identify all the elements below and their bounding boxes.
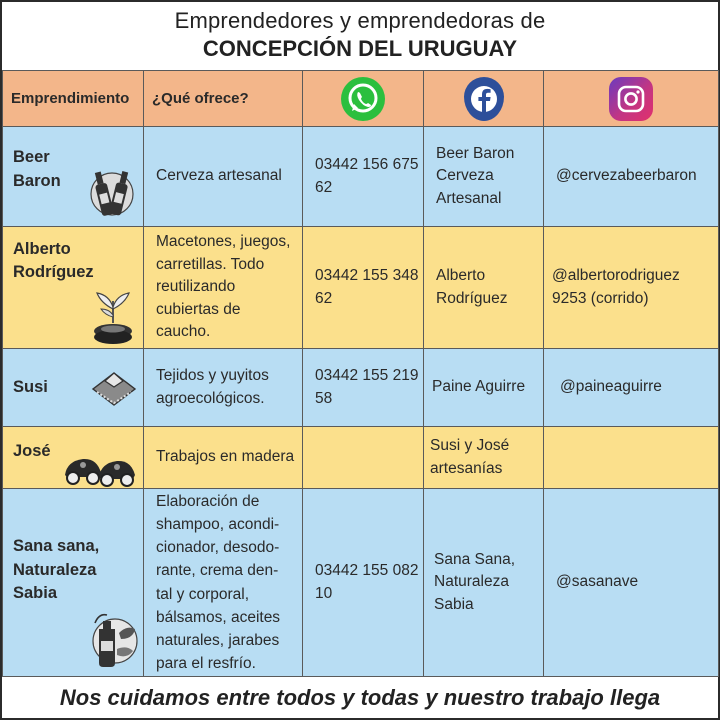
table-row xyxy=(3,127,719,227)
row-name: Beer Baron xyxy=(13,147,61,190)
row-name: José xyxy=(13,441,51,460)
row-offer: Cerveza artesanal xyxy=(144,127,303,227)
row-name-cell xyxy=(3,349,144,427)
title-line-2: CONCEPCIÓN DEL URUGUAY xyxy=(202,36,518,61)
row-facebook: Alberto Rodríguez xyxy=(424,227,544,349)
row-whatsapp: 03442 155 348 62 xyxy=(303,227,424,349)
column-header-facebook xyxy=(424,71,544,127)
row-instagram: @paineaguirre xyxy=(544,349,719,427)
table-row xyxy=(3,427,719,489)
wooden-cars-icon xyxy=(61,451,139,487)
row-offer: Macetones, juegos, carretillas. Todo reutilizando cubiertas de caucho. xyxy=(144,227,303,349)
row-facebook: Paine Aguirre xyxy=(424,349,544,427)
footer-slogan: Nos cuidamos entre todos y todas y nuestro trabajo llega xyxy=(59,685,661,710)
row-facebook: Susi y José artesanías xyxy=(424,427,544,489)
row-instagram xyxy=(544,427,719,489)
page-title xyxy=(2,2,718,70)
row-whatsapp xyxy=(303,427,424,489)
whatsapp-icon xyxy=(341,77,385,121)
facebook-icon xyxy=(464,77,504,121)
row-offer: Trabajos en madera xyxy=(144,427,303,489)
title-line-1: Emprendedores y emprendedoras de xyxy=(174,8,546,33)
instagram-icon xyxy=(609,77,653,121)
entrepreneurs-table xyxy=(2,70,719,677)
column-header-instagram xyxy=(544,71,719,127)
row-instagram: @sasanave xyxy=(544,489,719,677)
row-name-cell xyxy=(3,127,144,227)
row-whatsapp: 03442 155 219 58 xyxy=(303,349,424,427)
row-offer: Tejidos y yuyitos agroecológicos. xyxy=(144,349,303,427)
tire-planter-icon xyxy=(91,287,135,345)
row-name: Susi xyxy=(13,377,48,396)
column-header-que-ofrece: ¿Qué ofrece? xyxy=(144,71,303,127)
row-name: Sana sana, Naturaleza Sabia xyxy=(13,536,100,603)
row-instagram: @cervezabeerbaron xyxy=(544,127,719,227)
row-whatsapp: 03442 155 082 10 xyxy=(303,489,424,677)
table-header-row xyxy=(3,71,719,127)
row-whatsapp: 03442 156 675 62 xyxy=(303,127,424,227)
row-facebook: Sana Sana, Naturaleza Sabia xyxy=(424,489,544,677)
row-name-cell xyxy=(3,427,144,489)
row-offer: Elaboración de shampoo, acondi- cionador, desodo- rante, crema den- tal y corporal, bálsamos, aceites naturales, jarabes para el resfrío. xyxy=(144,489,303,677)
row-name: Alberto Rodríguez xyxy=(13,239,94,282)
beer-bottles-icon xyxy=(89,167,135,221)
column-header-whatsapp xyxy=(303,71,424,127)
natural-cosmetics-icon xyxy=(89,609,139,671)
table-row xyxy=(3,227,719,349)
poncho-icon xyxy=(89,369,139,409)
row-name-cell xyxy=(3,489,144,677)
row-facebook: Beer Baron Cerveza Artesanal xyxy=(424,127,544,227)
table-row xyxy=(3,349,719,427)
column-header-emprendimiento: Emprendimiento xyxy=(3,71,144,127)
row-name-cell xyxy=(3,227,144,349)
table-row xyxy=(3,489,719,677)
row-instagram: @albertorodriguez 9253 (corrido) xyxy=(544,227,719,349)
